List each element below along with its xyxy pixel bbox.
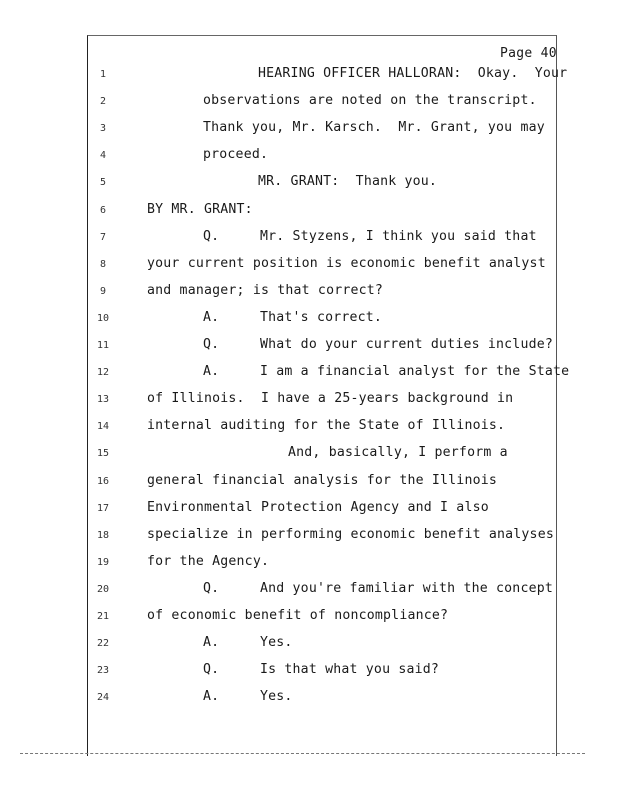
line-text: of economic benefit of noncompliance? bbox=[147, 608, 449, 623]
line-text: for the Agency. bbox=[147, 553, 270, 569]
line-number: 11 bbox=[96, 340, 110, 351]
line-text: and manager; is that correct? bbox=[147, 282, 384, 298]
line-text: Q. Is that what you said? bbox=[203, 662, 440, 678]
transcript-line bbox=[0, 202, 618, 222]
page-bottom-rule bbox=[20, 753, 585, 754]
transcript-line bbox=[0, 364, 618, 384]
line-text: general financial analysis for the Illinois bbox=[147, 472, 498, 488]
line-number: 15 bbox=[96, 448, 110, 460]
line-number: 13 bbox=[96, 394, 110, 406]
line-number: 6 bbox=[99, 204, 107, 216]
line-text: HEARING OFFICER HALLORAN: Okay. Your bbox=[258, 66, 568, 81]
line-text: BY MR. GRANT: bbox=[147, 201, 253, 217]
transcript-line bbox=[0, 662, 618, 682]
line-number: 21 bbox=[96, 611, 110, 622]
line-number: 5 bbox=[99, 177, 107, 189]
transcript-line bbox=[0, 66, 618, 86]
transcript-line bbox=[0, 229, 618, 249]
line-text: observations are noted on the transcript. bbox=[203, 93, 537, 109]
transcript-line bbox=[0, 391, 618, 411]
line-number: 17 bbox=[96, 502, 110, 514]
page-number: Page 40 bbox=[500, 46, 557, 61]
line-text: And, basically, I perform a bbox=[288, 445, 508, 461]
transcript-line bbox=[0, 147, 618, 167]
line-text: Thank you, Mr. Karsch. Mr. Grant, you may bbox=[203, 120, 545, 136]
transcript-line bbox=[0, 500, 618, 520]
transcript-line bbox=[0, 635, 618, 655]
line-text: internal auditing for the State of Illinois. bbox=[147, 418, 506, 434]
line-number: 20 bbox=[96, 583, 110, 595]
transcript-line bbox=[0, 283, 618, 303]
line-text: A. I am a financial analyst for the State bbox=[203, 364, 570, 380]
line-number: 9 bbox=[99, 285, 107, 297]
line-number: 12 bbox=[96, 367, 110, 379]
transcript-line bbox=[0, 689, 618, 709]
line-number: 22 bbox=[96, 638, 110, 650]
line-text: Q. And you're familiar with the concept bbox=[203, 580, 554, 596]
line-number: 3 bbox=[99, 123, 107, 135]
transcript-line bbox=[0, 581, 618, 601]
line-number: 24 bbox=[96, 692, 110, 704]
line-text: MR. GRANT: Thank you. bbox=[258, 174, 438, 190]
line-text: A. Yes. bbox=[203, 689, 293, 705]
transcript-line bbox=[0, 608, 618, 628]
line-number: 16 bbox=[96, 475, 110, 487]
transcript-line bbox=[0, 93, 618, 113]
transcript-line bbox=[0, 554, 618, 574]
transcript-line bbox=[0, 174, 618, 194]
line-text: A. Yes. bbox=[203, 635, 293, 651]
line-number: 1 bbox=[99, 69, 107, 80]
line-number: 8 bbox=[99, 258, 107, 270]
transcript-line bbox=[0, 445, 618, 465]
line-number: 10 bbox=[96, 312, 110, 324]
transcript-line bbox=[0, 310, 618, 330]
transcript-line bbox=[0, 256, 618, 276]
transcript-line bbox=[0, 418, 618, 438]
line-text: specialize in performing economic benefit analyses bbox=[147, 526, 554, 542]
transcript-line bbox=[0, 527, 618, 547]
transcript-line bbox=[0, 120, 618, 140]
line-number: 4 bbox=[99, 150, 107, 162]
line-number: 19 bbox=[96, 556, 110, 568]
line-text: Q. What do your current duties include? bbox=[203, 337, 554, 352]
line-number: 2 bbox=[99, 96, 107, 108]
transcript-line bbox=[0, 337, 618, 357]
transcript-line bbox=[0, 473, 618, 493]
line-number: 14 bbox=[96, 421, 110, 433]
line-text: of Illinois. I have a 25-years background in bbox=[147, 391, 514, 407]
line-text: A. That's correct. bbox=[203, 309, 383, 325]
line-text: your current position is economic benefit analyst bbox=[147, 255, 546, 271]
line-number: 7 bbox=[99, 231, 107, 243]
line-text: Environmental Protection Agency and I also bbox=[147, 499, 489, 515]
line-number: 18 bbox=[96, 529, 110, 541]
line-text: proceed. bbox=[203, 147, 269, 163]
line-text: Q. Mr. Styzens, I think you said that bbox=[203, 228, 537, 244]
line-number: 23 bbox=[96, 665, 110, 677]
